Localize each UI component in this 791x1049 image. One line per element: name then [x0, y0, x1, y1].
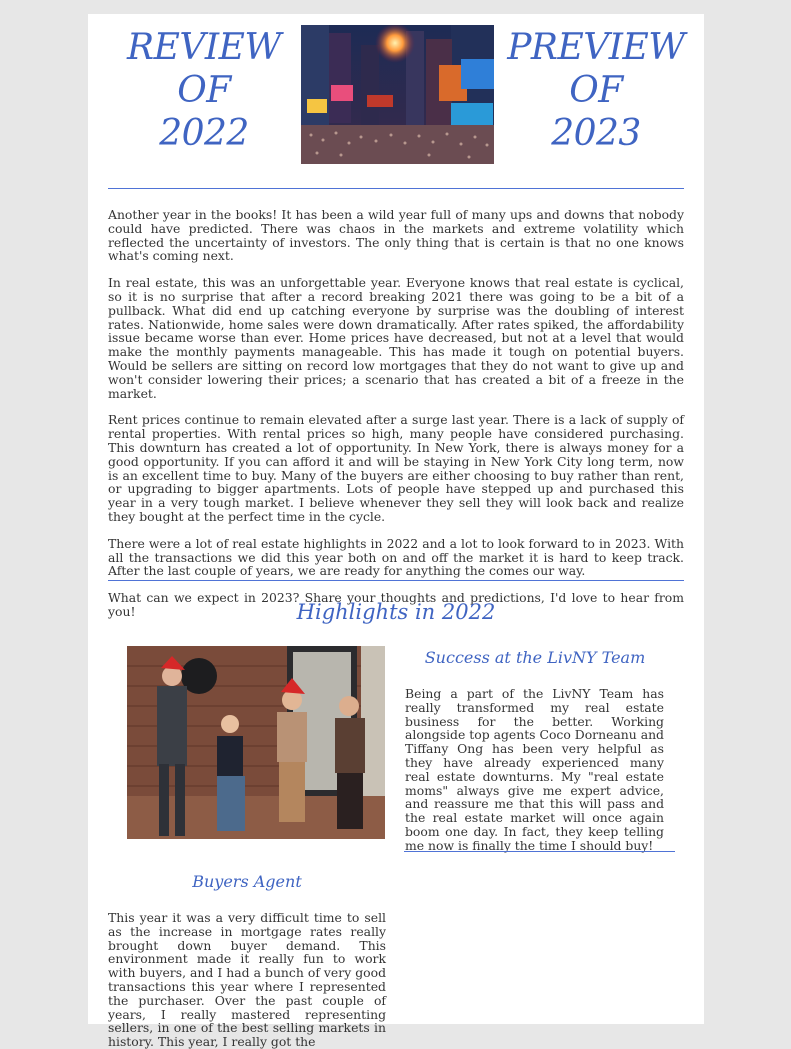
newsletter-sheet [88, 14, 704, 1049]
hero-header [88, 14, 704, 174]
divider-top [108, 188, 684, 189]
team-photo-illustration [127, 646, 385, 839]
team-success-title: Success at the LivNY Team [424, 648, 646, 667]
divider-middle [108, 580, 684, 581]
team-photo [127, 646, 385, 839]
intro-paragraph: What can we expect in 2023? Share your thoughts and predictions, I'd love to hear from you! [108, 590, 684, 619]
buyers-agent-text: This year it was a very difficult time to sell as the increase in mortgage rates really brought down buyer demand. This environment made it really fun to work with buyers, and I had a bunch of very good transactions this year where I represented the purchaser. Over the past couple of years, I really mastered representing sellers, in one of the best selling markets in history. This year, I really got the [108, 910, 386, 1049]
intro-text [108, 208, 684, 632]
review-title: REVIEW OF 2022 [127, 27, 281, 154]
times-square-photo [301, 25, 494, 164]
preview-title: PREVIEW OF 2023 [507, 27, 685, 154]
buyers-agent-title: Buyers Agent [192, 872, 302, 891]
highlights-title: Highlights in 2022 [296, 600, 496, 624]
intro-paragraph: In real estate, this was an unforgettable year. Everyone knows that real estate is cyclical, so it is no surprise that after a record breaking 2021 there was going to be a bit of a pullback. What did end up catching everyone by surprise was the doubling of interest rates. Nationwide, home sales were down dramatically. After rates spiked, the affordability issue became worse than ever. Home prices have decreased, but not at a level that would make the monthly payments manageable. This has made it tough on potential buyers. Would be sellers are sitting on record low mortgages that they do not want to give up and won't consider lowering their prices; a scenario that has created a bit of a freeze in the market. [108, 275, 684, 401]
team-success-text: Being a part of the LivNY Team has really transformed my real estate business for the better. Working alongside top agents Coco Dorneanu and Tiffany Ong has been very helpful as they have already experienced many real estate downturns. My "real estate moms" always give me expert advice, and reassure me that this will pass and the real estate market will once again boom one day. In fact, they keep telling me now is finally the time I should buy! [405, 686, 664, 853]
intro-paragraph: There were a lot of real estate highlights in 2022 and a lot to look forward to in 2023. With all the transactions we did this year both on and off the market it is hard to keep track. After the last couple of years, we are ready for anything the comes our way. [108, 535, 684, 579]
times-square-illustration [301, 25, 494, 164]
divider-team-section [404, 851, 675, 852]
intro-paragraph: Rent prices continue to remain elevated after a surge last year. There is a lack of supply of rental properties. With rental prices so high, many people have considered purchasing. This downturn has created a lot of opportunity. In New York, there is always money for a good opportunity. If you can afford it and will be staying in New York City long term, now is an excellent time to buy. Many of the buyers are either choosing to buy rather than rent, or upgrading to bigger apartments. Lots of people have stepped up and purchased this year in a very tough market. I believe whenever they sell they will look back and realize they bought at the perfect time in the cycle. [108, 412, 684, 524]
intro-paragraph: Another year in the books! It has been a wild year full of many ups and downs that nobody could have predicted. There was chaos in the markets and extreme volatility which reflected the uncertainty of investors. The only thing that is certain is that no one knows what's coming next. [108, 207, 684, 264]
